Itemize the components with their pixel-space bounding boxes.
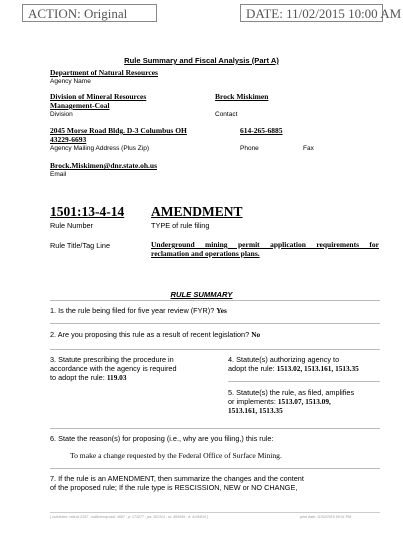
rule-type: AMENDMENT — [151, 204, 243, 219]
email-value: Brock.Miskimen@dnr.state.oh.us — [50, 161, 157, 170]
question-6-answer: To make a change requested by the Federal Office of Surface Mining. — [70, 451, 282, 460]
tagline-line1: Underground mining permit application requirements for — [151, 240, 379, 249]
question-3-line1: 3. Statute prescribing the procedure in — [50, 355, 174, 364]
fax-label: Fax — [303, 145, 314, 152]
question-4-answer: 1513.02, 1513.161, 1513.35 — [276, 364, 359, 373]
contact-name: Brock Miskimen — [215, 92, 269, 101]
question-1-answer: Yes — [216, 306, 227, 315]
divider — [50, 428, 380, 429]
question-1-text: 1. Is the rule being filed for five year review (FYR)? — [50, 306, 215, 315]
divider — [50, 323, 380, 324]
division-name-line1: Division of Mineral Resources — [50, 92, 147, 101]
question-5-line1: 5. Statute(s) the rule, as filed, amplifies — [228, 388, 355, 397]
agency-name: Department of Natural Resources — [50, 68, 158, 77]
question-7-line2: of the proposed rule; If the rule type is RESCISSION, NEW or NO CHANGE, — [50, 483, 298, 492]
question-5 — [228, 388, 354, 415]
question-7-line1: 7. If the rule is an AMENDMENT, then summarize the changes and the content — [50, 474, 304, 483]
phone-value: 614-265-6885 — [240, 126, 283, 135]
question-3-answer: 119.03 — [106, 373, 127, 382]
question-4-line2: adopt the rule: — [228, 364, 275, 373]
question-2-answer: No — [251, 330, 261, 339]
question-4 — [228, 355, 359, 373]
email-label: Email — [50, 171, 67, 178]
rule-number: 1501:13-4-14 — [50, 204, 125, 219]
question-1 — [50, 306, 227, 315]
question-2-text: 2. Are you proposing this rule as a result of recent legislation? — [50, 330, 250, 339]
division-name-line2: Management-Coal — [50, 101, 110, 110]
question-5-answer-line1: 1513.07, 1513.09, — [277, 397, 331, 406]
address-label: Agency Mailing Address (Plus Zip) — [50, 145, 149, 152]
address-line1: 2045 Morse Road Bldg. D-3 Columbus OH — [50, 126, 187, 135]
page-title: Rule Summary and Fiscal Analysis (Part A) — [124, 56, 279, 65]
agency-name-label: Agency Name — [50, 78, 91, 85]
question-3-line2: accordance with the agency is required — [50, 364, 177, 373]
phone-label: Phone — [240, 145, 259, 152]
action-text: ACTION: Original — [28, 6, 128, 21]
date-text: DATE: 11/02/2015 10:00 AM — [246, 6, 402, 21]
question-7 — [50, 474, 304, 492]
divider — [228, 381, 380, 382]
question-6-text: 6. State the reason(s) for proposing (i.e., why are you filing,) this rule: — [50, 434, 274, 443]
question-5-answer-line2: 1513.161, 1513.35 — [228, 406, 283, 415]
rule-number-label: Rule Number — [50, 221, 93, 230]
action-box — [22, 4, 157, 22]
contact-label: Contact — [215, 111, 238, 118]
address-line2: 43229-6693 — [50, 135, 87, 144]
rule-type-label: TYPE of rule filing — [151, 221, 210, 230]
question-3-line3: to adopt the rule: — [50, 373, 105, 382]
tagline-label: Rule Title/Tag Line — [50, 241, 111, 250]
date-box — [240, 4, 402, 22]
divider — [50, 349, 380, 350]
divider — [50, 468, 380, 469]
footer-left: [ csi/ulrstor: rsfa.id 2197 ; ouBmicrop.taxl: 4687 ; p: 173077 ; pa: 301314 ; ru: 493999 ; d: 4/19/816 ] — [50, 515, 209, 519]
rule-summary-heading: RULE SUMMARY — [170, 290, 233, 299]
footer-right: print date: 11/02/2015 09:01 PM — [300, 515, 352, 519]
question-4-line1: 4. Statute(s) authorizing agency to — [228, 355, 340, 364]
divider — [50, 300, 380, 301]
division-label: Division — [50, 111, 73, 118]
footer-divider — [50, 512, 380, 513]
question-3 — [50, 355, 177, 382]
question-5-line2: or implements: — [228, 397, 276, 406]
question-2 — [50, 330, 260, 339]
tagline-line2: reclamation and operations plans. — [151, 249, 260, 258]
